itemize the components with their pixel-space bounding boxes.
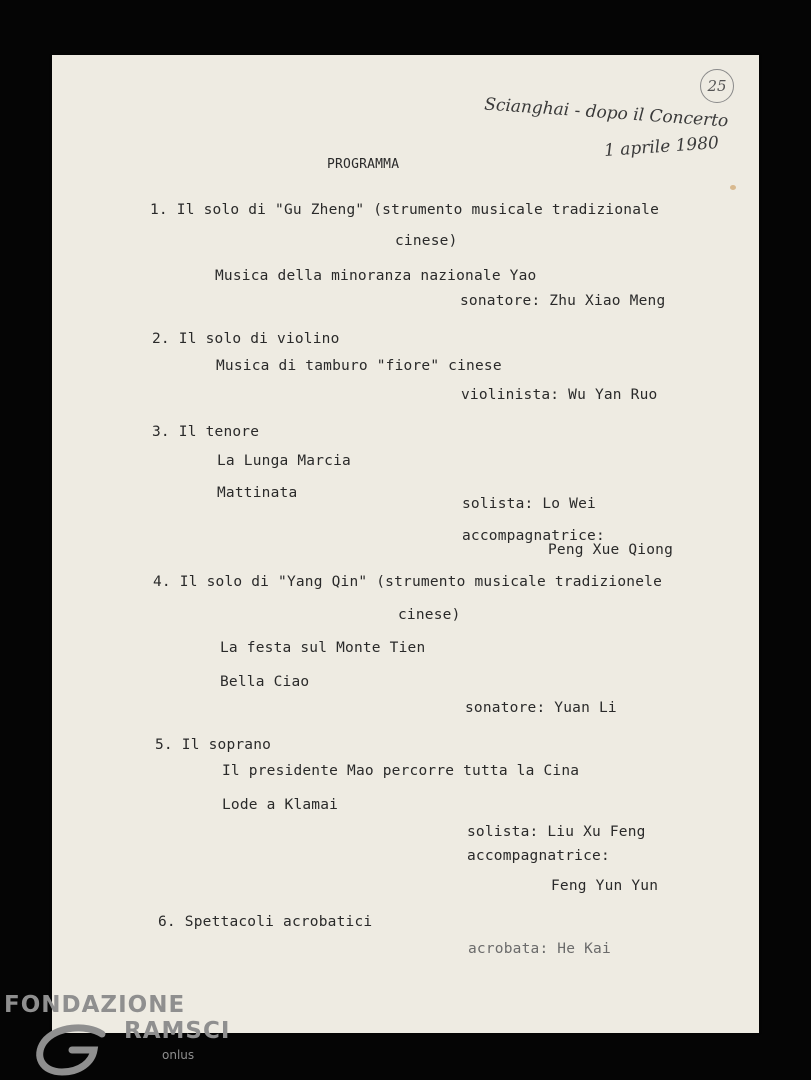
item-3-performer-1: solista: Lo Wei <box>462 496 596 512</box>
page-title: PROGRAMMA <box>327 157 400 172</box>
item-1-heading: 1. Il solo di "Gu Zheng" (strumento musicale tradizionale <box>150 202 659 218</box>
item-5-piece-1: Il presidente Mao percorre tutta la Cina <box>222 763 580 779</box>
item-3-performer-3: Peng Xue Qiong <box>548 542 674 558</box>
document-page <box>52 55 759 1033</box>
item-4-piece-1: La festa sul Monte Tien <box>220 640 426 656</box>
item-4-piece-2: Bella Ciao <box>220 674 310 690</box>
item-4-heading-cont: cinese) <box>398 607 461 623</box>
item-6-heading: 6. Spettacoli acrobatici <box>158 914 373 930</box>
item-5-performer-3: Feng Yun Yun <box>551 878 659 894</box>
watermark-line1: FONDAZIONE <box>4 992 186 1018</box>
item-5-piece-2: Lode a Klamai <box>222 797 339 813</box>
gramsci-logo-icon <box>32 1020 122 1080</box>
item-3-heading: 3. Il tenore <box>152 424 260 440</box>
watermark-line3: onlus <box>162 1048 195 1062</box>
item-3-piece-2: Mattinata <box>217 485 298 501</box>
item-2-heading: 2. Il solo di violino <box>152 331 340 347</box>
item-5-performer-2: accompagnatrice: <box>467 848 610 864</box>
item-3-performer-2: accompagnatrice: <box>462 528 605 544</box>
page-number: 25 <box>700 69 734 103</box>
paper-stain <box>730 185 736 190</box>
handwritten-note-line2: 1 aprile 1980 <box>603 133 720 161</box>
watermark-line2: RAMSCI <box>124 1018 231 1044</box>
item-2-piece-1: Musica di tamburo "fiore" cinese <box>216 358 502 374</box>
item-5-heading: 5. Il soprano <box>155 737 272 753</box>
item-4-performer-1: sonatore: Yuan Li <box>465 700 617 716</box>
item-1-heading-cont: cinese) <box>395 233 458 249</box>
item-5-performer-1: solista: Liu Xu Feng <box>467 824 646 840</box>
item-6-performer-1: acrobata: He Kai <box>468 941 611 957</box>
item-1-piece-1: Musica della minoranza nazionale Yao <box>215 268 537 284</box>
item-2-performer-1: violinista: Wu Yan Ruo <box>461 387 658 403</box>
item-1-performer-1: sonatore: Zhu Xiao Meng <box>460 293 666 309</box>
item-3-piece-1: La Lunga Marcia <box>217 453 351 469</box>
handwritten-note-line1: Scianghai - dopo il Concerto <box>483 94 729 132</box>
item-4-heading: 4. Il solo di "Yang Qin" (strumento musicale tradizionele <box>153 574 662 590</box>
